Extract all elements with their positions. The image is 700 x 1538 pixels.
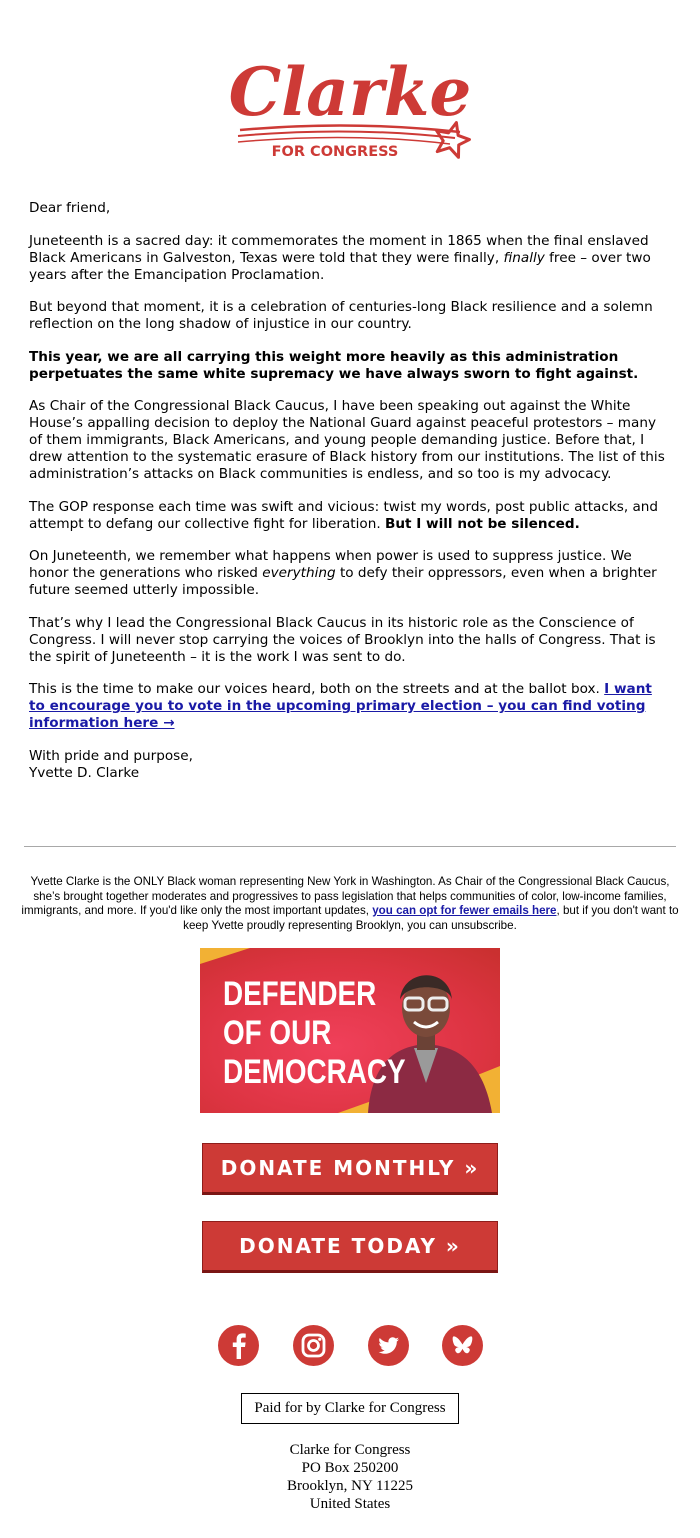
facebook-icon[interactable] (218, 1325, 259, 1366)
paid-for-disclaimer: Paid for by Clarke for Congress (241, 1393, 459, 1424)
voting-info-link[interactable]: I want to encourage you to vote in the upcoming primary election – you can find voting information here → (29, 681, 652, 731)
defender-banner-image[interactable] (200, 948, 500, 1113)
mailing-address (200, 1441, 500, 1513)
divider (24, 846, 676, 847)
banner-line-3: DEMOCRACY (222, 1052, 406, 1091)
footer-note: Yvette Clarke is the ONLY Black woman representing New York in Washington. As Chair of the Congressional Black Caucus, she’s brought together moderates and progressives to pass legislation that helps communities of color, low-income families, immigrants, and more. If you'd like only the most important updates, you can opt for fewer emails here, but if you don't want to keep Yvette proudly representing Brooklyn, you can unsubscribe. (21, 875, 679, 932)
paragraph-2: But beyond that moment, it is a celebration of centuries-long Black resilience and a solemn reflection on the long shadow of injustice in our country. (29, 299, 653, 332)
letter-body (29, 200, 669, 782)
banner-line-1: DEFENDER (222, 974, 377, 1013)
paragraph-5: The GOP response each time was swift and vicious: twist my words, post public attacks, and attempt to defang our collective fight for liberation. But I will not be silenced. (29, 498, 659, 532)
paragraph-7: That’s why I lead the Congressional Black Caucus in its historic role as the Conscience of Congress. I will never stop carrying the voices of Brooklyn into the halls of Congress. That is the spirit of Juneteenth – it is the work I was sent to do. (29, 614, 656, 665)
address-street: PO Box 250200 (301, 1460, 399, 1476)
address-org: Clarke for Congress (289, 1442, 411, 1458)
instagram-icon[interactable] (293, 1325, 334, 1366)
signature: Yvette D. Clarke (29, 764, 140, 781)
paragraph-4: As Chair of the Congressional Black Caucus, I have been speaking out against the White House’s appalling decision to deploy the National Guard against peaceful protestors – many of them immigrants, Black Americans, and young people demanding justice. Before that, I drew attention to the systematic erasure of Black history from our institutions. The list of this administration’s attacks on Black communities is endless, and so too is my advocacy. (29, 398, 665, 482)
paragraph-6: On Juneteenth, we remember what happens when power is used to suppress justice. We honor the generations who risked everything to defy their oppressors, even when a brighter future seemed utterly impossible. (29, 548, 657, 598)
banner-line-2: OF OUR (222, 1013, 332, 1052)
paragraph-1: Juneteenth is a sacred day: it commemorates the moment in 1865 when the final enslaved Black Americans in Galveston, Texas were told that they were finally, finally free – over two years after the Emancipation Proclamation. (29, 232, 651, 283)
paragraph-8: This is the time to make our voices heard, both on the streets and at the ballot box. I want to encourage you to vote in the upcoming primary election – you can find voting information here → (29, 681, 652, 731)
twitter-icon[interactable] (368, 1325, 409, 1366)
closing: With pride and purpose, Yvette D. Clarke (29, 747, 193, 781)
clarke-for-congress-logo (0, 40, 700, 170)
address-city: Brooklyn, NY 11225 (287, 1478, 413, 1494)
logo-name: Clarke (228, 53, 472, 131)
donate-monthly-button[interactable]: DONATE MONTHLY » (202, 1143, 498, 1195)
donate-today-button[interactable]: DONATE TODAY » (202, 1221, 498, 1273)
greeting: Dear friend, (29, 200, 111, 216)
address-country: United States (309, 1496, 391, 1512)
bluesky-icon[interactable] (442, 1325, 483, 1366)
paragraph-3: This year, we are all carrying this weight more heavily as this administration perpetuates the same white supremacy we have always sworn to fight against. (29, 348, 639, 382)
logo-tagline: FOR CONGRESS (271, 144, 399, 160)
fewer-emails-link[interactable]: you can opt for fewer emails here (372, 904, 557, 917)
